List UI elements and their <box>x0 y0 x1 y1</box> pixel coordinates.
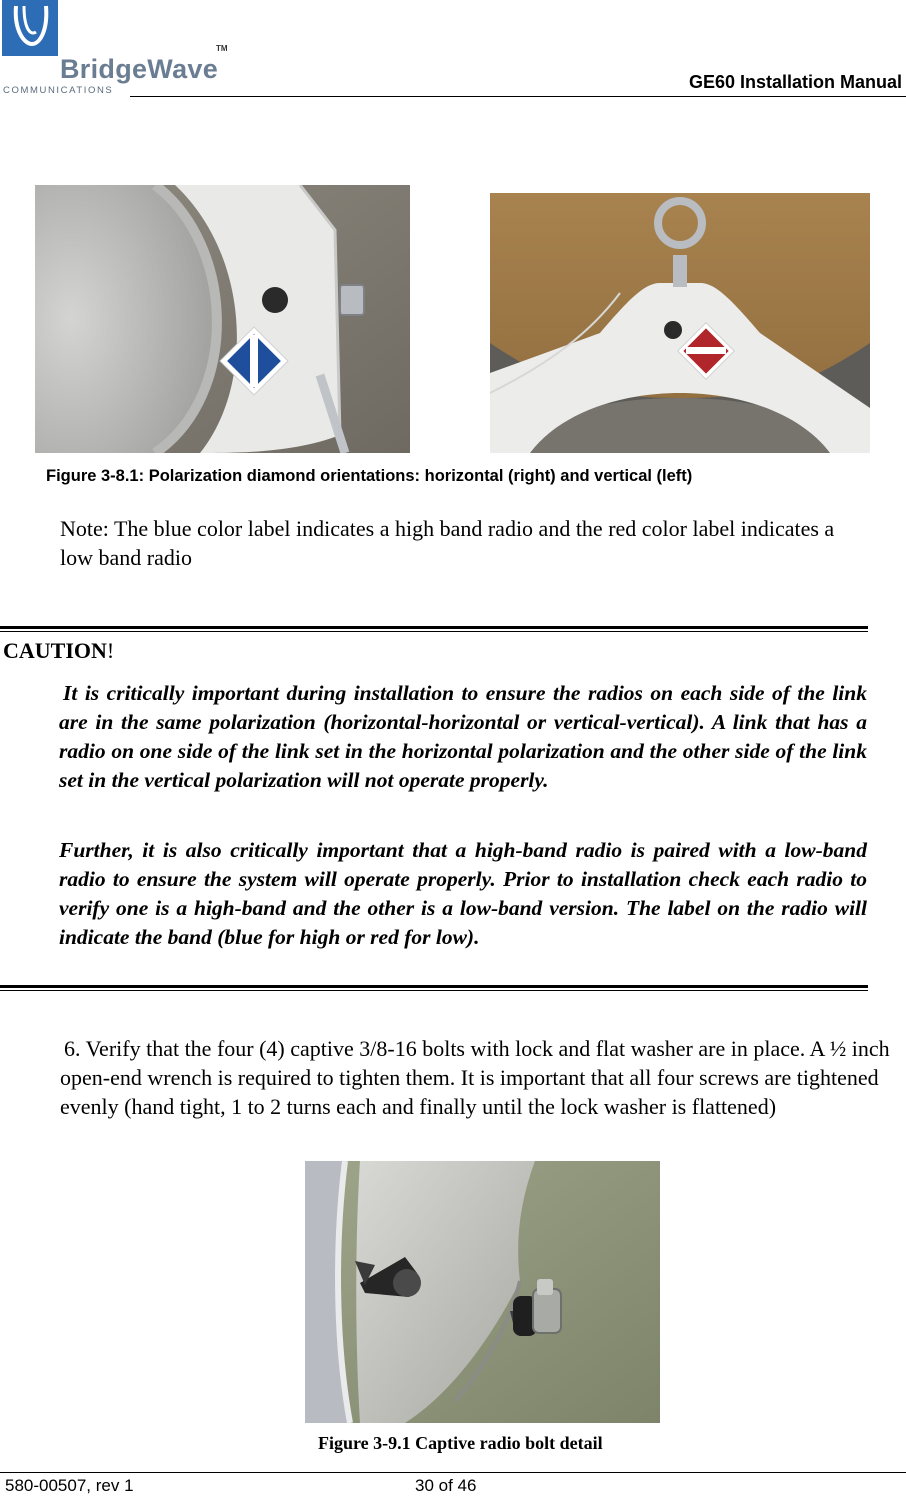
band-color-note: Note: The blue color label indicates a high band radio and the red color label indicates a low band radio <box>60 516 835 570</box>
document-title: GE60 Installation Manual <box>688 72 902 92</box>
footer-page-number: 30 of 46 <box>415 1476 477 1495</box>
figure-3-9-1-caption: Figure 3-9.1 Captive radio bolt detail <box>318 1433 603 1453</box>
horizontal-polarization-photo <box>490 193 870 453</box>
caution-top-rule <box>0 626 868 632</box>
footer-doc-number: 580-00507, rev 1 <box>5 1476 134 1495</box>
logo-trademark: TM <box>216 44 228 53</box>
step-6-instruction: 6. Verify that the four (4) captive 3/8-16 bolts with lock and flat washer are in place. A ½ inch open-end wrench is required to tighten them. It is important that all four screws are tightened evenly (hand tight, 1 to 2 turns each and finally until the lock washer is flattened) <box>60 1036 890 1119</box>
captive-bolt-photo <box>305 1161 660 1423</box>
footer-rule <box>0 1472 906 1473</box>
logo-subtitle: COMMUNICATIONS <box>3 85 114 96</box>
caution-paragraph-polarization: It is critically important during installation to ensure the radios on each side of the link are in the same polarization (horizontal-horizontal or vertical-vertical). A link that has a radio on one side of the link set in the horizontal polarization and the other side of the link set in the vertical polarization will not operate properly. <box>59 681 867 792</box>
logo-wordmark: BridgeWave <box>60 54 219 84</box>
header-rule <box>130 96 906 97</box>
caution-bottom-rule <box>0 985 868 991</box>
caution-paragraph-band-pairing: Further, it is also critically important that a high-band radio is paired with a low-band radio to ensure the system will operate properly. Prior to installation check each radio to verify one is a high-band and the other is a low-band version. The label on the radio will indicate the band (blue for high or red for low). <box>59 838 867 949</box>
figure-3-8-1-caption: Figure 3-8.1: Polarization diamond orientations: horizontal (right) and vertical (left) <box>46 467 693 485</box>
caution-heading: CAUTION! <box>3 638 115 663</box>
bridgewave-logo-icon <box>2 0 58 56</box>
vertical-polarization-photo <box>35 185 410 453</box>
